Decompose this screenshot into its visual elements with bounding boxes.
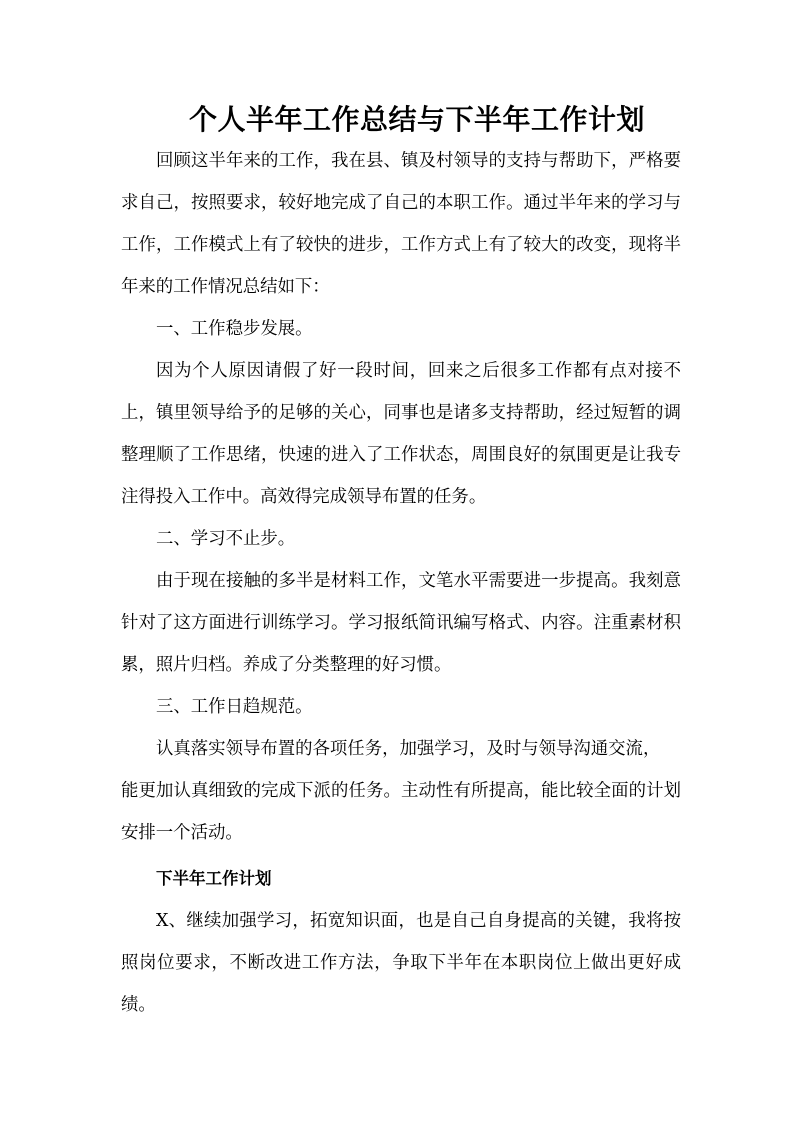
- plan-body: X、继续加强学习，拓宽知识面，也是自己自身提高的关键，我将按照岗位要求，不断改进工作方法，争取下半年在本职岗位上做出更好成绩。: [121, 911, 681, 1015]
- document-page: [121, 100, 681, 1026]
- intro-paragraph: 回顾这半年来的工作，我在县、镇及村领导的支持与帮助下，严格要求自己，按照要求，较好地完成了自己的本职工作。通过半年来的学习与工作，工作模式上有了较快的进步，工作方式上有了较大的改变，现将半年来的工作情况总结如下：: [121, 151, 681, 297]
- section-body-2: 由于现在接触的多半是材料工作，文笔水平需要进一步提高。我刻意针对了这方面进行训练学习。学习报纸简讯编写格式、内容。注重素材积累，照片归档。养成了分类整理的好习惯。: [121, 571, 681, 675]
- section-heading-2: 二、学习不止步。: [156, 529, 296, 549]
- plan-title: 下半年工作计划: [156, 869, 272, 888]
- section-body-3-first-line: 认真落实领导布置的各项任务，加强学习，及时与领导沟通交流，: [156, 739, 661, 759]
- section-heading-1: 一、工作稳步发展。: [156, 319, 313, 339]
- section-heading-3: 三、工作日趋规范。: [156, 697, 313, 717]
- section-body-3-rest: 能更加认真细致的完成下派的任务。主动性有所提高，能比较全面的计划安排一个活动。: [121, 781, 681, 843]
- section-body-1: 因为个人原因请假了好一段时间，回来之后很多工作都有点对接不上，镇里领导给予的足够的关心，同事也是诸多支持帮助，经过短暂的调整理顺了工作思绪，快速的进入了工作状态，周围良好的氛围更是让我专注得投入工作中。高效得完成领导布置的任务。: [121, 361, 681, 507]
- document-title: 个人半年工作总结与下半年工作计划: [188, 103, 645, 136]
